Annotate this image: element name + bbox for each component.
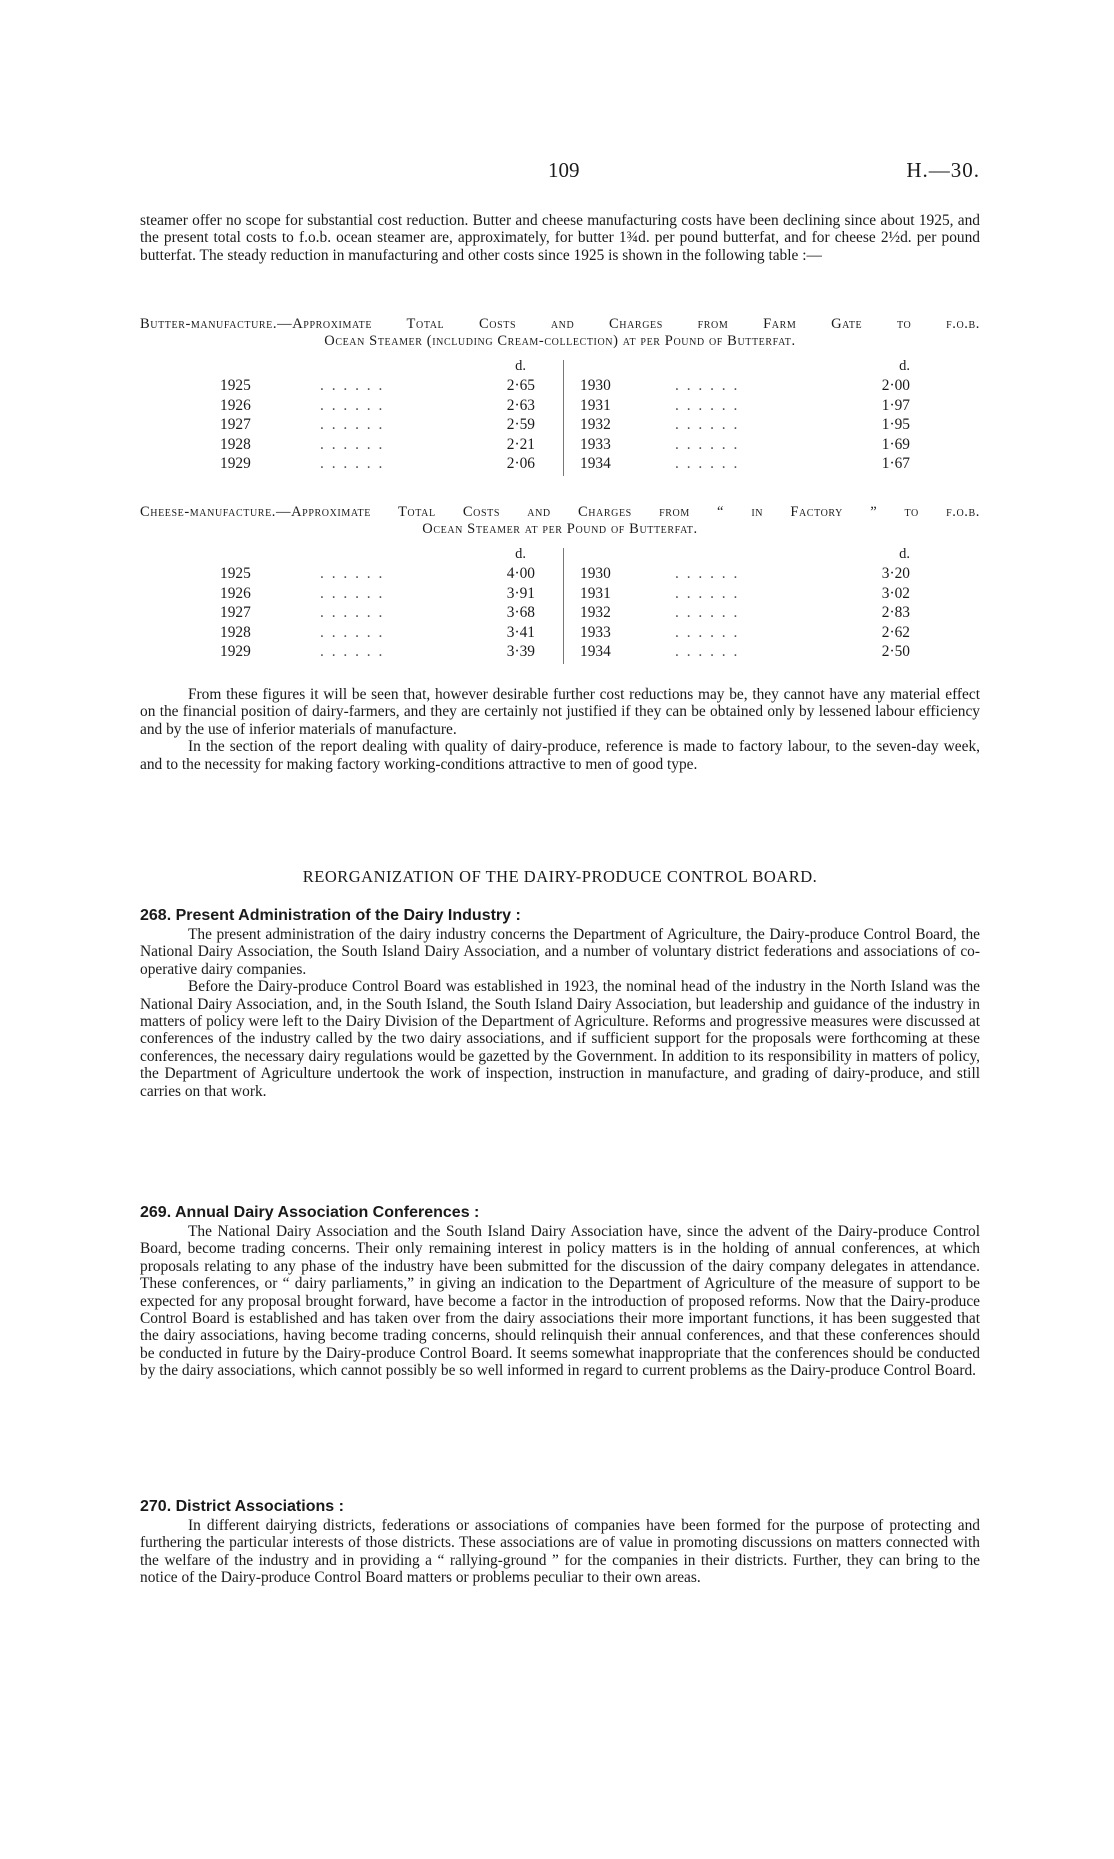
table-row [580, 604, 910, 624]
leader-dots: . . . . . . [675, 584, 740, 602]
year-cell: 1926 [220, 396, 251, 414]
intro-paragraph-block [140, 212, 980, 264]
leader-dots: . . . . . . [675, 643, 740, 661]
table-row [220, 643, 550, 663]
year-cell: 1926 [220, 584, 251, 602]
year-cell: 1929 [220, 643, 251, 661]
value-cell: 2·59 [506, 416, 535, 434]
unit-label: d. [899, 546, 910, 562]
value-cell: 2·50 [881, 643, 910, 661]
value-cell: 3·68 [506, 604, 535, 622]
section-heading: 268. Present Administration of the Dairy Industry : [140, 907, 521, 924]
table-row [220, 624, 550, 644]
value-cell: 1·69 [881, 435, 910, 453]
section-268 [140, 906, 980, 1100]
section-269 [140, 1203, 980, 1380]
year-cell: 1931 [580, 396, 611, 414]
table-row [220, 585, 550, 605]
value-cell: 1·97 [881, 396, 910, 414]
year-cell: 1932 [580, 604, 611, 622]
value-cell: 1·95 [881, 416, 910, 434]
body-paragraph: Before the Dairy-produce Control Board was established in 1923, the nominal head of the industry in the North Island was the National Dairy Association, and, in the South Island, the South Island Dairy Association, but leadership and guidance of the industry in matters of policy were left to the Dairy Division of the Department of Agriculture. Reforms and progressive measures were discussed at conferences of the industry called by the two dairy associations, and if sufficient support for the proposals were forthcoming at these conferences, the necessary dairy regulations would be gazetted by the Government. In addition to its responsibility in matters of policy, the Department of Agriculture undertook the work of inspection, instruction in manufacture, and grading of dairy-produce, and still carries on that work. [140, 978, 980, 1100]
page-header [140, 158, 980, 188]
value-cell: 2·00 [881, 377, 910, 394]
cheese-table-title [140, 504, 980, 539]
unit-label: d. [515, 358, 526, 374]
body-paragraph: From these figures it will be seen that, however desirable further cost reductions may be, they cannot have any material effect on the financial position of dairy-farmers, and they are certainly not justified if they can be obtained only by lessened labour efficiency and by the use of inferior materials of manufacture. [140, 686, 980, 738]
leader-dots: . . . . . . [675, 396, 740, 414]
table-row [220, 604, 550, 624]
butter-table-right-column [580, 358, 910, 475]
year-cell: 1925 [220, 565, 251, 582]
table-row [220, 436, 550, 456]
year-cell: 1932 [580, 416, 611, 434]
section-heading: 270. District Associations : [140, 1498, 344, 1515]
value-cell: 2·65 [506, 377, 535, 394]
value-cell: 2·83 [881, 604, 910, 622]
leader-dots: . . . . . . [320, 377, 385, 394]
value-cell: 3·41 [506, 623, 535, 641]
leader-dots: . . . . . . [675, 565, 740, 582]
page-reference: H.—30. [906, 158, 980, 182]
butter-table-left-column [220, 358, 550, 475]
body-paragraph: The present administration of the dairy industry concerns the Department of Agriculture, the Dairy-produce Control Board, the National Dairy Association, the South Island Dairy Association, and a number of voluntary district federations and associations of co-operative dairy companies. [140, 926, 980, 978]
cheese-table-right-column [580, 546, 910, 663]
year-cell: 1931 [580, 584, 611, 602]
table-row [580, 455, 910, 475]
intro-paragraph: steamer offer no scope for substantial cost reduction. Butter and cheese manufacturing costs have been declining since about 1925, and the present total costs to f.o.b. ocean steamer are, approximately, for butter 1¾d. per pound butterfat, and for cheese 2½d. per pound butterfat. The steady reduction in manufacturing and other costs since 1925 is shown in the following table :— [140, 212, 980, 264]
value-cell: 2·21 [506, 435, 535, 453]
year-cell: 1934 [580, 455, 611, 473]
year-cell: 1933 [580, 435, 611, 453]
table-divider [563, 548, 564, 664]
value-cell: 3·39 [506, 643, 535, 661]
section-major-heading: REORGANIZATION OF THE DAIRY-PRODUCE CONTROL BOARD. [302, 867, 818, 886]
year-cell: 1925 [220, 377, 251, 394]
table-row [220, 377, 550, 397]
year-cell: 1927 [220, 416, 251, 434]
leader-dots: . . . . . . [675, 604, 740, 622]
table-row [220, 416, 550, 436]
table-divider [563, 360, 564, 476]
body-paragraph: The National Dairy Association and the South Island Dairy Association have, since the advent of the Dairy-produce Control Board, become trading concerns. Their only remaining interest in policy matters is in the holding of annual conferences, at which proposals relating to any phase of the industry have been submitted for the discussion of the dairy company delegates in attendance. These conferences, or “ dairy parliaments,” in giving an indication to the Department of Agriculture of the measure of support to be expected for any proposal brought forward, have become a factor in the introduction of proposed reforms. Now that the Dairy-produce Control Board is established and has taken over from the dairy associations their more important functions, it has been suggested that the dairy associations, having become trading concerns, should relinquish their annual conferences, and that these conferences should be conducted in future by the Dairy-produce Control Board. It seems somewhat inappropriate that the conferences should be conducted by the dairy associations, which cannot possibly be so well informed in regard to current problems as the Dairy-produce Control Board. [140, 1223, 980, 1380]
unit-label: d. [899, 358, 910, 374]
table-row [220, 565, 550, 585]
unit-label: d. [515, 546, 526, 562]
table-row [220, 455, 550, 475]
butter-table-title-line2: Ocean Steamer (including Cream-collection) at per Pound of Butterfat. [324, 333, 796, 350]
section-heading: 269. Annual Dairy Association Conferences : [140, 1204, 480, 1221]
body-paragraph: In different dairying districts, federations or associations of companies have been formed for the purpose of protecting and furthering the particular interests of those districts. These associations are of value in promoting discussions on matters connected with the welfare of the industry and in providing a “ rallying-ground ” for the companies in their districts. Further, they can bring to the notice of the Dairy-produce Control Board matters or problems peculiar to their own areas. [140, 1517, 980, 1587]
leader-dots: . . . . . . [320, 435, 385, 453]
body-paragraph: In the section of the report dealing with quality of dairy-produce, reference is made to factory labour, to the seven-day week, and to the necessity for making factory working-conditions attractive to men of good type. [140, 738, 980, 773]
butter-table-title [140, 316, 980, 351]
table-row [580, 624, 910, 644]
leader-dots: . . . . . . [675, 623, 740, 641]
after-tables-block [140, 686, 980, 773]
table-row [580, 643, 910, 663]
leader-dots: . . . . . . [320, 416, 385, 434]
leader-dots: . . . . . . [675, 377, 740, 394]
butter-table-title-line1: Butter-manufacture.—Approximate Total Costs and Charges from Farm Gate to f.o.b. [140, 316, 980, 332]
leader-dots: . . . . . . [320, 623, 385, 641]
value-cell: 3·91 [506, 584, 535, 602]
table-row [220, 397, 550, 417]
page-number: 109 [548, 158, 580, 182]
value-cell: 2·06 [506, 455, 535, 473]
leader-dots: . . . . . . [675, 416, 740, 434]
section-270 [140, 1497, 980, 1587]
table-row [580, 436, 910, 456]
value-cell: 4·00 [506, 565, 535, 582]
year-cell: 1930 [580, 565, 611, 582]
cheese-table-title-line1: Cheese-manufacture.—Approximate Total Costs and Charges from “ in Factory ” to f.o.b. [140, 504, 980, 520]
leader-dots: . . . . . . [320, 643, 385, 661]
leader-dots: . . . . . . [320, 604, 385, 622]
table-row [580, 377, 910, 397]
table-row [580, 397, 910, 417]
value-cell: 2·63 [506, 396, 535, 414]
table-row [580, 565, 910, 585]
leader-dots: . . . . . . [675, 435, 740, 453]
year-cell: 1930 [580, 377, 611, 394]
value-cell: 3·20 [881, 565, 910, 582]
year-cell: 1928 [220, 623, 251, 641]
cheese-cost-table [220, 546, 910, 664]
value-cell: 3·02 [881, 584, 910, 602]
year-cell: 1929 [220, 455, 251, 473]
value-cell: 1·67 [881, 455, 910, 473]
table-row [580, 416, 910, 436]
leader-dots: . . . . . . [320, 455, 385, 473]
year-cell: 1928 [220, 435, 251, 453]
year-cell: 1934 [580, 643, 611, 661]
leader-dots: . . . . . . [320, 584, 385, 602]
cheese-table-title-line2: Ocean Steamer at per Pound of Butterfat. [422, 521, 698, 538]
value-cell: 2·62 [881, 623, 910, 641]
year-cell: 1927 [220, 604, 251, 622]
cheese-table-left-column [220, 546, 550, 663]
leader-dots: . . . . . . [320, 396, 385, 414]
leader-dots: . . . . . . [675, 455, 740, 473]
leader-dots: . . . . . . [320, 565, 385, 582]
table-row [580, 585, 910, 605]
butter-cost-table [220, 358, 910, 476]
year-cell: 1933 [580, 623, 611, 641]
